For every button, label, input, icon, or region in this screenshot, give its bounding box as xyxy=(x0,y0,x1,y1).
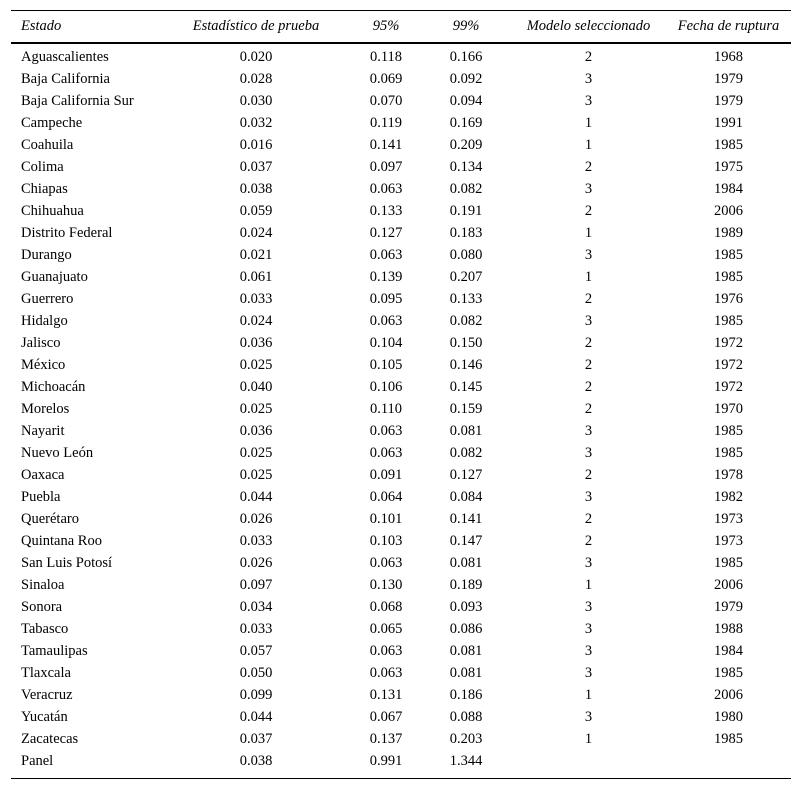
cell-estado: Querétaro xyxy=(21,510,79,527)
cell-95: 0.119 xyxy=(369,114,403,131)
cell-fecha: 2006 xyxy=(714,202,743,219)
cell-95: 0.137 xyxy=(369,730,403,747)
cell-99: 0.081 xyxy=(449,422,483,439)
cell-99: 0.203 xyxy=(449,730,483,747)
cell-estado: Baja California Sur xyxy=(21,92,134,109)
cell-modelo: 2 xyxy=(584,48,593,65)
cell-95: 0.105 xyxy=(369,356,403,373)
cell-modelo xyxy=(511,750,666,779)
cell-95: 0.118 xyxy=(369,48,403,65)
cell-estado: Chihuahua xyxy=(21,202,84,219)
cell-95: 0.139 xyxy=(369,268,403,285)
cell-estado: Jalisco xyxy=(21,334,61,351)
cell-estadistico: 0.016 xyxy=(239,136,273,153)
cell-estadistico: 0.057 xyxy=(239,642,273,659)
cell-modelo: 2 xyxy=(584,290,593,307)
cell-99: 0.092 xyxy=(449,70,483,87)
cell-fecha: 1972 xyxy=(714,378,743,395)
cell-estado: Colima xyxy=(21,158,64,175)
cell-99: 0.207 xyxy=(449,268,483,285)
cell-95: 0.991 xyxy=(351,750,421,779)
cell-fecha xyxy=(666,750,791,779)
cell-95: 0.110 xyxy=(369,400,403,417)
cell-fecha: 1973 xyxy=(714,532,743,549)
cell-95: 0.063 xyxy=(369,444,403,461)
cell-estadistico: 0.036 xyxy=(239,334,273,351)
cell-estadistico: 0.037 xyxy=(239,730,273,747)
header-estadistico: Estadístico de prueba xyxy=(161,11,351,44)
cell-99: 0.086 xyxy=(449,620,483,637)
cell-95: 0.070 xyxy=(369,92,403,109)
cell-99: 0.080 xyxy=(449,246,483,263)
cell-modelo: 1 xyxy=(584,268,593,285)
table-row xyxy=(11,178,791,200)
table-row xyxy=(11,486,791,508)
cell-estadistico: 0.020 xyxy=(239,48,273,65)
cell-fecha: 1991 xyxy=(714,114,743,131)
cell-modelo: 2 xyxy=(584,466,593,483)
cell-95: 0.063 xyxy=(369,422,403,439)
cell-99: 0.141 xyxy=(449,510,483,527)
cell-95: 0.063 xyxy=(369,642,403,659)
cell-99: 0.166 xyxy=(449,48,483,65)
cell-modelo: 3 xyxy=(584,92,593,109)
table-row xyxy=(11,706,791,728)
cell-estadistico: 0.036 xyxy=(239,422,273,439)
cell-estadistico: 0.030 xyxy=(239,92,273,109)
header-99: 99% xyxy=(421,11,511,44)
cell-fecha: 1985 xyxy=(714,422,743,439)
table-row xyxy=(11,244,791,266)
cell-99: 0.159 xyxy=(449,400,483,417)
cell-95: 0.069 xyxy=(369,70,403,87)
table-row xyxy=(11,68,791,90)
cell-95: 0.097 xyxy=(369,158,403,175)
cell-modelo: 2 xyxy=(584,510,593,527)
cell-estadistico: 0.061 xyxy=(239,268,273,285)
cell-estado: Baja California xyxy=(21,70,110,87)
cell-99: 0.082 xyxy=(449,180,483,197)
table-row xyxy=(11,508,791,530)
cell-modelo: 3 xyxy=(584,488,593,505)
cell-modelo: 2 xyxy=(584,334,593,351)
cell-modelo: 2 xyxy=(584,378,593,395)
cell-estado: Michoacán xyxy=(21,378,86,395)
header-modelo: Modelo seleccionado xyxy=(511,11,666,44)
cell-estadistico: 0.044 xyxy=(239,488,273,505)
table-row xyxy=(11,156,791,178)
cell-estadistico: 0.033 xyxy=(239,532,273,549)
table-row xyxy=(11,464,791,486)
cell-estadistico: 0.021 xyxy=(239,246,273,263)
cell-estadistico: 0.033 xyxy=(239,290,273,307)
cell-estadistico: 0.028 xyxy=(239,70,273,87)
header-estado: Estado xyxy=(11,11,161,44)
cell-modelo: 3 xyxy=(584,422,593,439)
cell-estado: Guanajuato xyxy=(21,268,88,285)
cell-estadistico: 0.025 xyxy=(239,444,273,461)
cell-99: 0.189 xyxy=(449,576,483,593)
cell-estadistico: 0.038 xyxy=(239,180,273,197)
table-row xyxy=(11,288,791,310)
cell-99: 0.127 xyxy=(449,466,483,483)
cell-estado: Tabasco xyxy=(21,620,69,637)
cell-95: 0.133 xyxy=(369,202,403,219)
cell-estado: Tlaxcala xyxy=(21,664,71,681)
cell-estado: Zacatecas xyxy=(21,730,79,747)
cell-estadistico: 0.024 xyxy=(239,312,273,329)
table-row xyxy=(11,750,791,779)
table-row xyxy=(11,43,791,68)
cell-estadistico: 0.026 xyxy=(239,510,273,527)
cell-estado: Puebla xyxy=(21,488,61,505)
table-row xyxy=(11,266,791,288)
cell-estadistico: 0.050 xyxy=(239,664,273,681)
cell-estado: Nuevo León xyxy=(21,444,94,461)
cell-modelo: 3 xyxy=(584,708,593,725)
table-row xyxy=(11,728,791,750)
cell-estado: Morelos xyxy=(21,400,70,417)
cell-estadistico: 0.097 xyxy=(239,576,273,593)
cell-95: 0.091 xyxy=(369,466,403,483)
cell-estado: México xyxy=(21,356,66,373)
cell-estadistico: 0.038 xyxy=(161,750,351,779)
table-row xyxy=(11,398,791,420)
cell-modelo: 1 xyxy=(584,224,593,241)
cell-fecha: 1984 xyxy=(714,180,743,197)
table-row xyxy=(11,112,791,134)
cell-fecha: 1972 xyxy=(714,356,743,373)
cell-estadistico: 0.025 xyxy=(239,356,273,373)
cell-99: 0.093 xyxy=(449,598,483,615)
cell-modelo: 1 xyxy=(584,730,593,747)
cell-estadistico: 0.037 xyxy=(239,158,273,175)
cell-fecha: 1970 xyxy=(714,400,743,417)
cell-fecha: 1985 xyxy=(714,246,743,263)
table-row xyxy=(11,640,791,662)
cell-fecha: 1985 xyxy=(714,312,743,329)
cell-estadistico: 0.059 xyxy=(239,202,273,219)
cell-estado: San Luis Potosí xyxy=(21,554,113,571)
cell-fecha: 1968 xyxy=(714,48,743,65)
cell-estado: Coahuila xyxy=(21,136,74,153)
cell-estadistico: 0.033 xyxy=(239,620,273,637)
cell-99: 0.081 xyxy=(449,642,483,659)
cell-99: 0.133 xyxy=(449,290,483,307)
cell-99: 0.169 xyxy=(449,114,483,131)
table-row xyxy=(11,618,791,640)
cell-modelo: 3 xyxy=(584,180,593,197)
cell-modelo: 3 xyxy=(584,620,593,637)
table-row xyxy=(11,530,791,552)
cell-99: 0.134 xyxy=(449,158,483,175)
cell-95: 0.067 xyxy=(369,708,403,725)
cell-estado: Sonora xyxy=(21,598,63,615)
cell-fecha: 1985 xyxy=(714,730,743,747)
table-row xyxy=(11,684,791,706)
cell-fecha: 1972 xyxy=(714,334,743,351)
table-row xyxy=(11,354,791,376)
cell-99: 0.145 xyxy=(449,378,483,395)
table-body xyxy=(11,43,791,779)
cell-99: 0.146 xyxy=(449,356,483,373)
cell-95: 0.063 xyxy=(369,180,403,197)
cell-estado: Nayarit xyxy=(21,422,65,439)
cell-modelo: 1 xyxy=(584,136,593,153)
header-fecha: Fecha de ruptura xyxy=(666,11,791,44)
cell-estadistico: 0.032 xyxy=(239,114,273,131)
cell-99: 0.209 xyxy=(449,136,483,153)
cell-95: 0.103 xyxy=(369,532,403,549)
cell-fecha: 1973 xyxy=(714,510,743,527)
cell-estado: Campeche xyxy=(21,114,83,131)
cell-estado: Sinaloa xyxy=(21,576,65,593)
cell-95: 0.104 xyxy=(369,334,403,351)
cell-estado: Hidalgo xyxy=(21,312,68,329)
cell-99: 0.084 xyxy=(449,488,483,505)
cell-99: 0.147 xyxy=(449,532,483,549)
cell-modelo: 2 xyxy=(584,400,593,417)
cell-estadistico: 0.044 xyxy=(239,708,273,725)
cell-modelo: 2 xyxy=(584,532,593,549)
cell-95: 0.141 xyxy=(369,136,403,153)
cell-fecha: 1985 xyxy=(714,554,743,571)
cell-estado: Yucatán xyxy=(21,708,68,725)
cell-fecha: 1979 xyxy=(714,70,743,87)
cell-99: 0.081 xyxy=(449,664,483,681)
cell-estadistico: 0.034 xyxy=(239,598,273,615)
cell-modelo: 3 xyxy=(584,554,593,571)
cell-99: 0.082 xyxy=(449,444,483,461)
cell-fecha: 1979 xyxy=(714,598,743,615)
cell-95: 0.131 xyxy=(369,686,403,703)
cell-estado: Veracruz xyxy=(21,686,73,703)
cell-estadistico: 0.026 xyxy=(239,554,273,571)
cell-estado: Panel xyxy=(11,750,161,779)
cell-95: 0.063 xyxy=(369,246,403,263)
cell-modelo: 3 xyxy=(584,70,593,87)
cell-modelo: 3 xyxy=(584,444,593,461)
cell-estadistico: 0.025 xyxy=(239,400,273,417)
cell-95: 0.095 xyxy=(369,290,403,307)
cell-fecha: 1985 xyxy=(714,664,743,681)
cell-99: 0.088 xyxy=(449,708,483,725)
cell-99: 1.344 xyxy=(421,750,511,779)
cell-fecha: 2006 xyxy=(714,686,743,703)
cell-modelo: 2 xyxy=(584,158,593,175)
header-95: 95% xyxy=(351,11,421,44)
cell-modelo: 3 xyxy=(584,598,593,615)
table-row xyxy=(11,90,791,112)
cell-99: 0.150 xyxy=(449,334,483,351)
cell-fecha: 1978 xyxy=(714,466,743,483)
cell-fecha: 1982 xyxy=(714,488,743,505)
cell-estadistico: 0.099 xyxy=(239,686,273,703)
results-table-container xyxy=(11,10,791,779)
table-row xyxy=(11,376,791,398)
cell-95: 0.130 xyxy=(369,576,403,593)
cell-99: 0.191 xyxy=(449,202,483,219)
cell-estadistico: 0.040 xyxy=(239,378,273,395)
cell-estado: Guerrero xyxy=(21,290,74,307)
cell-modelo: 1 xyxy=(584,576,593,593)
cell-95: 0.063 xyxy=(369,312,403,329)
table-row xyxy=(11,552,791,574)
table-row xyxy=(11,332,791,354)
cell-99: 0.094 xyxy=(449,92,483,109)
cell-modelo: 3 xyxy=(584,246,593,263)
cell-fecha: 1989 xyxy=(714,224,743,241)
table-header-row xyxy=(11,11,791,44)
table-row xyxy=(11,596,791,618)
table-row xyxy=(11,442,791,464)
cell-99: 0.081 xyxy=(449,554,483,571)
cell-fecha: 2006 xyxy=(714,576,743,593)
cell-99: 0.186 xyxy=(449,686,483,703)
cell-fecha: 1979 xyxy=(714,92,743,109)
cell-estado: Distrito Federal xyxy=(21,224,113,241)
cell-fecha: 1985 xyxy=(714,268,743,285)
cell-fecha: 1975 xyxy=(714,158,743,175)
cell-estado: Quintana Roo xyxy=(21,532,102,549)
cell-99: 0.082 xyxy=(449,312,483,329)
cell-modelo: 3 xyxy=(584,664,593,681)
cell-fecha: 1985 xyxy=(714,136,743,153)
cell-estado: Chiapas xyxy=(21,180,68,197)
cell-fecha: 1980 xyxy=(714,708,743,725)
cell-estadistico: 0.024 xyxy=(239,224,273,241)
cell-fecha: 1976 xyxy=(714,290,743,307)
cell-95: 0.063 xyxy=(369,664,403,681)
cell-modelo: 2 xyxy=(584,356,593,373)
cell-fecha: 1984 xyxy=(714,642,743,659)
cell-modelo: 3 xyxy=(584,312,593,329)
cell-95: 0.106 xyxy=(369,378,403,395)
results-table xyxy=(11,10,791,779)
cell-modelo: 2 xyxy=(584,202,593,219)
cell-95: 0.068 xyxy=(369,598,403,615)
cell-modelo: 1 xyxy=(584,686,593,703)
cell-modelo: 3 xyxy=(584,642,593,659)
cell-95: 0.065 xyxy=(369,620,403,637)
cell-estado: Tamaulipas xyxy=(21,642,88,659)
table-row xyxy=(11,200,791,222)
table-row xyxy=(11,134,791,156)
cell-modelo: 1 xyxy=(584,114,593,131)
table-row xyxy=(11,310,791,332)
cell-fecha: 1988 xyxy=(714,620,743,637)
table-row xyxy=(11,222,791,244)
table-row xyxy=(11,420,791,442)
cell-95: 0.127 xyxy=(369,224,403,241)
cell-fecha: 1985 xyxy=(714,444,743,461)
cell-99: 0.183 xyxy=(449,224,483,241)
cell-95: 0.064 xyxy=(369,488,403,505)
table-row xyxy=(11,662,791,684)
cell-95: 0.063 xyxy=(369,554,403,571)
cell-estado: Durango xyxy=(21,246,72,263)
cell-estado: Oaxaca xyxy=(21,466,65,483)
cell-estadistico: 0.025 xyxy=(239,466,273,483)
table-row xyxy=(11,574,791,596)
cell-estado: Aguascalientes xyxy=(21,48,109,65)
cell-95: 0.101 xyxy=(369,510,403,527)
